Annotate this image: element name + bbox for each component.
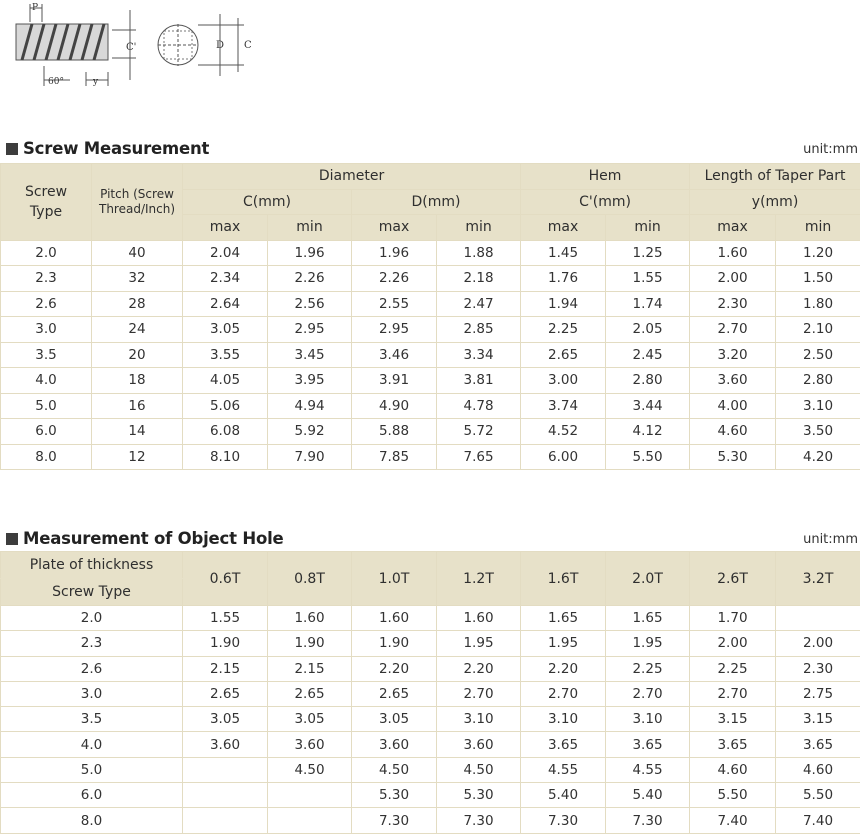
table-cell: 5.40 xyxy=(606,783,690,808)
table-cell: 8.10 xyxy=(183,444,268,470)
table-cell: 18 xyxy=(92,368,183,394)
table-cell: 4.20 xyxy=(776,444,860,470)
diagram-label-angle: 60° xyxy=(48,77,64,87)
table-cell: 2.30 xyxy=(776,656,860,681)
table-row xyxy=(1,808,860,833)
table-cell: 2.26 xyxy=(352,266,437,292)
section-bullet-icon xyxy=(6,143,18,155)
table-cell: 4.55 xyxy=(606,757,690,782)
table-cell: 2.45 xyxy=(606,342,690,368)
diagram-label-c: C xyxy=(244,40,252,51)
header-thickness: 1.0T xyxy=(352,552,437,606)
table-cell: 3.15 xyxy=(776,707,860,732)
header-min: min xyxy=(437,215,521,241)
table-row xyxy=(1,631,860,656)
table-cell: 4.12 xyxy=(606,419,690,445)
screw-measurement-header xyxy=(6,139,858,161)
table-cell: 2.95 xyxy=(352,317,437,343)
table-cell: 3.74 xyxy=(521,393,606,419)
table-cell: 5.06 xyxy=(183,393,268,419)
table-cell: 3.55 xyxy=(183,342,268,368)
table-cell: 1.96 xyxy=(352,240,437,266)
table-cell: 7.65 xyxy=(437,444,521,470)
table-cell: 3.05 xyxy=(268,707,352,732)
table-cell: 16 xyxy=(92,393,183,419)
table-row xyxy=(1,444,860,470)
table-cell: 2.64 xyxy=(183,291,268,317)
table-cell: 2.25 xyxy=(521,317,606,343)
table-cell: 20 xyxy=(92,342,183,368)
table-cell: 1.88 xyxy=(437,240,521,266)
header-min: min xyxy=(776,215,860,241)
table-cell: 3.46 xyxy=(352,342,437,368)
table-cell: 1.95 xyxy=(521,631,606,656)
table-cell: 40 xyxy=(92,240,183,266)
header-thickness: 1.2T xyxy=(437,552,521,606)
table-cell: 3.60 xyxy=(268,732,352,757)
table-cell: 2.56 xyxy=(268,291,352,317)
table-row xyxy=(1,707,860,732)
table-cell: 3.20 xyxy=(690,342,776,368)
table-cell: 7.40 xyxy=(690,808,776,833)
table-cell: 12 xyxy=(92,444,183,470)
screw-diagram xyxy=(8,0,268,92)
table-row xyxy=(1,732,860,757)
table-cell: 2.70 xyxy=(606,681,690,706)
table-cell: 2.95 xyxy=(268,317,352,343)
row-label-cell: 3.0 xyxy=(1,317,92,343)
screw-table-body xyxy=(1,240,860,470)
row-label-cell: 8.0 xyxy=(1,444,92,470)
section-title: Measurement of Object Hole xyxy=(23,529,284,548)
header-max: max xyxy=(690,215,776,241)
table-cell: 1.25 xyxy=(606,240,690,266)
table-cell: 3.81 xyxy=(437,368,521,394)
table-cell: 32 xyxy=(92,266,183,292)
header-max: max xyxy=(521,215,606,241)
header-max: max xyxy=(352,215,437,241)
header-thickness: 2.0T xyxy=(606,552,690,606)
header-thickness: 1.6T xyxy=(521,552,606,606)
table-cell: 1.80 xyxy=(776,291,860,317)
table-cell: 1.70 xyxy=(690,606,776,631)
row-label-cell: 3.0 xyxy=(1,681,183,706)
table-cell: 2.25 xyxy=(690,656,776,681)
header-taper: Length of Taper Part xyxy=(690,164,860,190)
header-hem: Hem xyxy=(521,164,690,190)
header-c-mm: C(mm) xyxy=(183,189,352,215)
table-cell: 2.50 xyxy=(776,342,860,368)
table-cell: 1.94 xyxy=(521,291,606,317)
diagram-label-d: D xyxy=(216,40,225,51)
table-cell: 14 xyxy=(92,419,183,445)
table-cell: 3.60 xyxy=(690,368,776,394)
table-cell: 2.00 xyxy=(776,631,860,656)
table-cell: 2.05 xyxy=(606,317,690,343)
table-cell: 4.60 xyxy=(690,757,776,782)
table-cell: 1.50 xyxy=(776,266,860,292)
table-row xyxy=(1,656,860,681)
table-cell: 3.65 xyxy=(521,732,606,757)
table-cell: 2.47 xyxy=(437,291,521,317)
table-cell: 2.34 xyxy=(183,266,268,292)
table-cell: 3.45 xyxy=(268,342,352,368)
table-cell: 1.95 xyxy=(437,631,521,656)
table-cell: 1.60 xyxy=(268,606,352,631)
section-title: Screw Measurement xyxy=(23,139,210,158)
object-hole-header xyxy=(6,529,858,551)
row-label-cell: 6.0 xyxy=(1,783,183,808)
table-cell: 5.92 xyxy=(268,419,352,445)
table-cell: 3.95 xyxy=(268,368,352,394)
object-hole-table xyxy=(0,551,860,834)
table-cell: 3.60 xyxy=(352,732,437,757)
table-cell: 2.65 xyxy=(521,342,606,368)
table-cell: 3.15 xyxy=(690,707,776,732)
table-row xyxy=(1,419,860,445)
table-row xyxy=(1,393,860,419)
screw-measurement-table xyxy=(0,163,860,470)
table-cell: 7.30 xyxy=(606,808,690,833)
table-row xyxy=(1,606,860,631)
row-label-cell: 6.0 xyxy=(1,419,92,445)
table-cell: 2.26 xyxy=(268,266,352,292)
table-cell: 2.20 xyxy=(437,656,521,681)
table-cell: 1.45 xyxy=(521,240,606,266)
table-cell: 4.50 xyxy=(352,757,437,782)
table-cell: 4.60 xyxy=(690,419,776,445)
table-row xyxy=(1,291,860,317)
table-cell: 2.55 xyxy=(352,291,437,317)
header-thickness: 3.2T xyxy=(776,552,860,606)
table-cell: 5.30 xyxy=(352,783,437,808)
table-cell: 2.65 xyxy=(183,681,268,706)
table-cell: 1.55 xyxy=(606,266,690,292)
table-cell xyxy=(183,808,268,833)
table-cell: 7.30 xyxy=(352,808,437,833)
table-cell: 1.90 xyxy=(268,631,352,656)
table-cell: 3.10 xyxy=(606,707,690,732)
table-cell: 3.91 xyxy=(352,368,437,394)
table-cell: 1.90 xyxy=(352,631,437,656)
diagram-label-y: y xyxy=(93,77,99,87)
header-pitch: Pitch (Screw Thread/Inch) xyxy=(92,164,183,241)
table-cell: 1.95 xyxy=(606,631,690,656)
table-cell: 7.30 xyxy=(521,808,606,833)
table-cell xyxy=(268,783,352,808)
table-cell: 4.55 xyxy=(521,757,606,782)
table-cell: 4.50 xyxy=(437,757,521,782)
header-max: max xyxy=(183,215,268,241)
table-cell: 4.52 xyxy=(521,419,606,445)
table-cell: 28 xyxy=(92,291,183,317)
table-cell: 5.72 xyxy=(437,419,521,445)
row-label-cell: 5.0 xyxy=(1,757,183,782)
row-label-cell: 2.3 xyxy=(1,266,92,292)
table-cell: 2.00 xyxy=(690,631,776,656)
table-cell: 2.04 xyxy=(183,240,268,266)
header-y-mm: y(mm) xyxy=(690,189,860,215)
row-label-cell: 3.5 xyxy=(1,707,183,732)
section-bullet-icon xyxy=(6,533,18,545)
table-cell: 1.60 xyxy=(690,240,776,266)
table-cell: 3.05 xyxy=(352,707,437,732)
table-cell: 3.60 xyxy=(437,732,521,757)
table-cell: 6.08 xyxy=(183,419,268,445)
row-label-cell: 3.5 xyxy=(1,342,92,368)
table-cell xyxy=(776,606,860,631)
table-cell: 2.80 xyxy=(606,368,690,394)
header-plate-thickness: Plate of thickness xyxy=(1,552,183,579)
table-cell: 1.74 xyxy=(606,291,690,317)
header-diameter: Diameter xyxy=(183,164,521,190)
table-cell: 2.75 xyxy=(776,681,860,706)
table-cell: 2.70 xyxy=(521,681,606,706)
table-cell: 1.96 xyxy=(268,240,352,266)
header-screw-type: Screw Type xyxy=(1,579,183,606)
table-cell: 5.30 xyxy=(690,444,776,470)
table-row xyxy=(1,757,860,782)
hole-table-body xyxy=(1,606,860,834)
table-row xyxy=(1,342,860,368)
table-cell: 1.65 xyxy=(606,606,690,631)
table-cell: 3.05 xyxy=(183,317,268,343)
table-cell: 5.50 xyxy=(776,783,860,808)
row-label-cell: 2.0 xyxy=(1,240,92,266)
table-cell xyxy=(183,783,268,808)
table-cell: 5.88 xyxy=(352,419,437,445)
table-cell: 3.60 xyxy=(183,732,268,757)
table-cell: 3.00 xyxy=(521,368,606,394)
table-cell: 3.65 xyxy=(690,732,776,757)
table-cell: 1.20 xyxy=(776,240,860,266)
table-cell: 2.85 xyxy=(437,317,521,343)
header-thickness: 0.8T xyxy=(268,552,352,606)
table-cell: 3.05 xyxy=(183,707,268,732)
table-cell: 2.25 xyxy=(606,656,690,681)
table-cell: 2.70 xyxy=(690,317,776,343)
table-cell: 1.65 xyxy=(521,606,606,631)
table-cell: 5.30 xyxy=(437,783,521,808)
table-cell: 4.90 xyxy=(352,393,437,419)
table-cell: 7.30 xyxy=(437,808,521,833)
header-d-mm: D(mm) xyxy=(352,189,521,215)
table-cell: 2.00 xyxy=(690,266,776,292)
table-cell: 2.20 xyxy=(521,656,606,681)
table-row xyxy=(1,317,860,343)
header-min: min xyxy=(606,215,690,241)
table-cell: 7.90 xyxy=(268,444,352,470)
table-row xyxy=(1,681,860,706)
diagram-label-p: P xyxy=(32,3,39,13)
header-thickness: 2.6T xyxy=(690,552,776,606)
table-cell: 2.10 xyxy=(776,317,860,343)
table-cell: 2.15 xyxy=(268,656,352,681)
table-row xyxy=(1,240,860,266)
table-cell: 3.34 xyxy=(437,342,521,368)
table-cell: 4.78 xyxy=(437,393,521,419)
diagram-label-c-prime: C' xyxy=(126,42,137,53)
row-label-cell: 4.0 xyxy=(1,732,183,757)
table-cell: 3.65 xyxy=(606,732,690,757)
table-cell: 3.10 xyxy=(776,393,860,419)
table-cell: 2.70 xyxy=(690,681,776,706)
table-cell: 6.00 xyxy=(521,444,606,470)
header-thickness: 0.6T xyxy=(183,552,268,606)
table-cell: 5.50 xyxy=(690,783,776,808)
row-label-cell: 8.0 xyxy=(1,808,183,833)
table-cell: 1.60 xyxy=(437,606,521,631)
table-cell: 7.40 xyxy=(776,808,860,833)
table-cell: 3.44 xyxy=(606,393,690,419)
table-cell: 1.55 xyxy=(183,606,268,631)
table-cell: 2.18 xyxy=(437,266,521,292)
table-cell: 24 xyxy=(92,317,183,343)
table-cell: 1.60 xyxy=(352,606,437,631)
table-cell: 4.05 xyxy=(183,368,268,394)
table-row xyxy=(1,266,860,292)
table-cell: 3.50 xyxy=(776,419,860,445)
table-cell: 4.50 xyxy=(268,757,352,782)
table-cell: 3.65 xyxy=(776,732,860,757)
row-label-cell: 5.0 xyxy=(1,393,92,419)
table-cell: 3.10 xyxy=(521,707,606,732)
table-cell: 2.20 xyxy=(352,656,437,681)
row-label-cell: 2.6 xyxy=(1,656,183,681)
row-label-cell: 2.6 xyxy=(1,291,92,317)
row-label-cell: 2.0 xyxy=(1,606,183,631)
table-cell: 2.65 xyxy=(352,681,437,706)
header-screw-type: Screw Type xyxy=(1,164,92,241)
table-cell xyxy=(268,808,352,833)
row-label-cell: 4.0 xyxy=(1,368,92,394)
header-min: min xyxy=(268,215,352,241)
table-row xyxy=(1,368,860,394)
unit-label: unit:mm xyxy=(803,142,858,157)
table-cell: 2.70 xyxy=(437,681,521,706)
table-cell: 1.76 xyxy=(521,266,606,292)
unit-label: unit:mm xyxy=(803,532,858,547)
table-cell: 4.00 xyxy=(690,393,776,419)
table-cell: 2.65 xyxy=(268,681,352,706)
row-label-cell: 2.3 xyxy=(1,631,183,656)
table-cell: 1.90 xyxy=(183,631,268,656)
table-cell xyxy=(183,757,268,782)
header-c-prime-mm: C'(mm) xyxy=(521,189,690,215)
table-cell: 2.80 xyxy=(776,368,860,394)
table-cell: 4.60 xyxy=(776,757,860,782)
table-cell: 2.30 xyxy=(690,291,776,317)
table-cell: 3.10 xyxy=(437,707,521,732)
table-row xyxy=(1,783,860,808)
table-cell: 4.94 xyxy=(268,393,352,419)
table-cell: 2.15 xyxy=(183,656,268,681)
table-cell: 5.50 xyxy=(606,444,690,470)
table-cell: 7.85 xyxy=(352,444,437,470)
table-cell: 5.40 xyxy=(521,783,606,808)
